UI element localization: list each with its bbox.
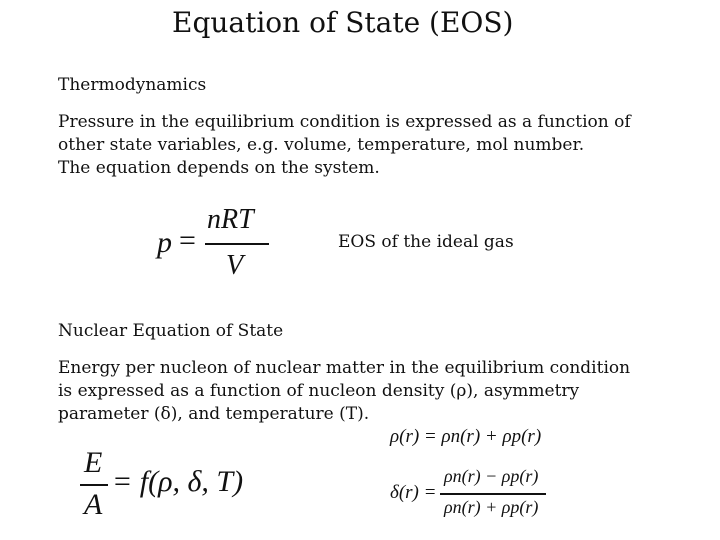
paragraph-line: Energy per nucleon of nuclear matter in the equilibrium condition [58, 358, 631, 378]
slide-title: Equation of State (EOS) [172, 6, 514, 39]
fraction-bar [205, 243, 269, 245]
paragraph-line: The equation depends on the system. [58, 158, 380, 178]
section-heading-thermodynamics: Thermodynamics [58, 75, 207, 95]
fraction-denominator: V [226, 250, 244, 281]
equation-label: EOS of the ideal gas [338, 232, 514, 252]
paragraph-line: Pressure in the equilibrium condition is expressed as a function of [58, 112, 631, 132]
nuclear-eos-paragraph [58, 357, 630, 426]
density-equation: ρ(r) = ρn(r) + ρp(r) [390, 426, 542, 447]
fraction-bar [80, 484, 108, 486]
fraction-numerator: ρn(r) − ρp(r) [444, 466, 539, 486]
equation-lhs: p [157, 226, 172, 259]
thermodynamics-paragraph [58, 111, 631, 180]
fraction-bar [440, 493, 546, 495]
section-heading-nuclear-eos: Nuclear Equation of State [58, 321, 284, 341]
fraction-denominator: A [84, 488, 103, 521]
fraction-numerator: E [84, 446, 103, 479]
fraction-denominator: ρn(r) + ρp(r) [444, 497, 539, 517]
fraction-numerator: nRT [207, 204, 254, 235]
paragraph-line: other state variables, e.g. volume, temperature, mol number. [58, 135, 585, 155]
paragraph-line: parameter (δ), and temperature (T). [58, 404, 370, 424]
paragraph-line: is expressed as a function of nucleon density (ρ), asymmetry [58, 381, 580, 401]
equation-lhs: δ(r) = [390, 482, 437, 503]
equals-sign: = [179, 224, 196, 257]
equation-rhs: = f(ρ, δ, T) [112, 465, 244, 498]
